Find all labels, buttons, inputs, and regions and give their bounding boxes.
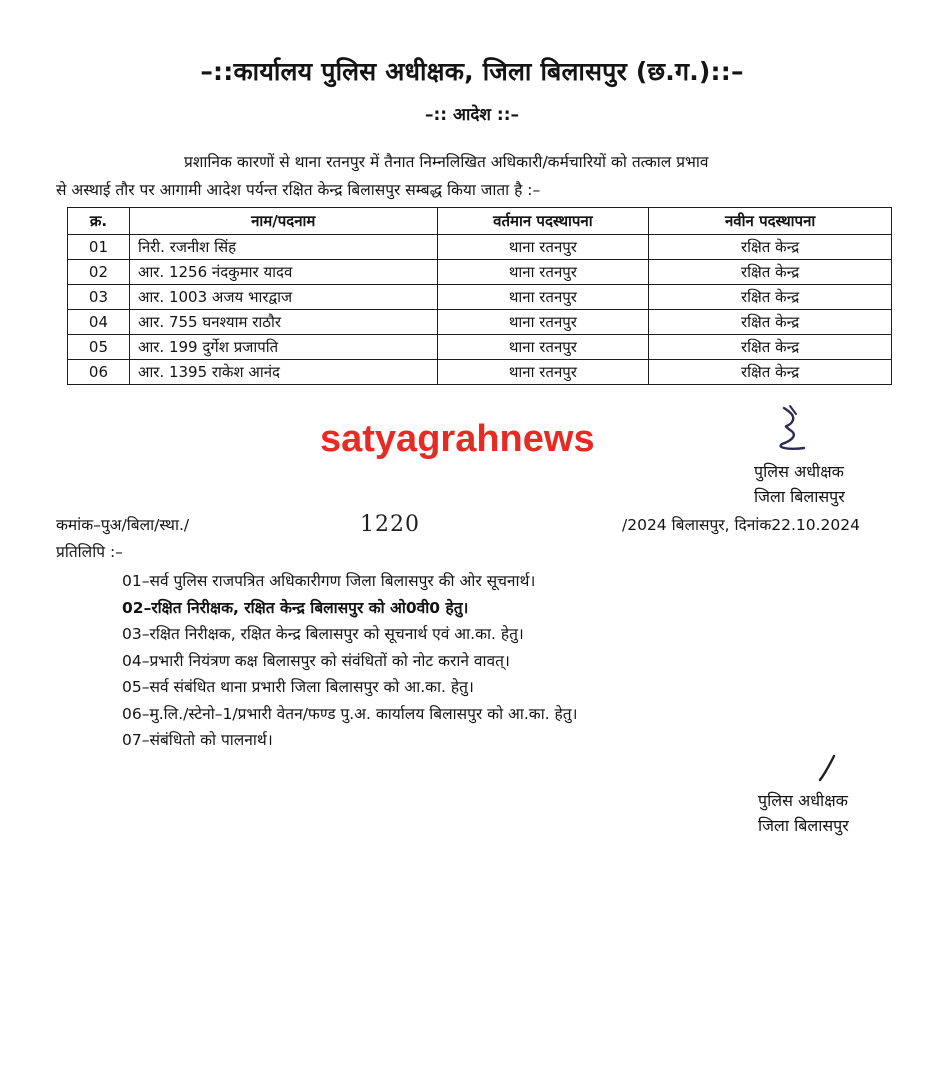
cell-new-posting: रक्षित केन्द्र [649, 335, 892, 360]
list-item: 03–रक्षित निरीक्षक, रक्षित केन्द्र बिलासपुर को सूचनार्थ एवं आ.का. हेतु। [122, 625, 524, 643]
copy-to-label: प्रतिलिपि :– [56, 543, 123, 561]
reference-number: 1220 [360, 512, 420, 537]
cell-current-posting: थाना रतनपुर [437, 310, 649, 335]
copy-list [122, 568, 578, 754]
table-row [68, 235, 892, 260]
signature-block-2 [758, 788, 849, 838]
signatory-designation: पुलिस अधीक्षक [758, 791, 848, 810]
cell-new-posting: रक्षित केन्द्र [649, 235, 892, 260]
cell-name: आर. 199 दुर्गेश प्रजापति [129, 335, 437, 360]
cell-name: आर. 1003 अजय भारद्वाज [129, 285, 437, 310]
watermark-text: satyagrahnews [320, 418, 595, 460]
intro-paragraph [56, 148, 906, 204]
list-item: 04–प्रभारी नियंत्रण कक्ष बिलासपुर को संवंधितों को नोट कराने वावत्। [122, 651, 510, 670]
order-heading: –:: आदेश ::– [425, 105, 519, 125]
list-item: 02–रक्षित निरीक्षक, रक्षित केन्द्र बिलासपुर को ओ0वी0 हेतु। [122, 598, 469, 617]
signature-scribble [770, 402, 830, 460]
list-item: 05–सर्व संबंधित थाना प्रभारी जिला बिलासपुर को आ.का. हेतु। [122, 678, 474, 696]
cell-name: आर. 1256 नंदकुमार यादव [129, 260, 437, 285]
cell-new-posting: रक्षित केन्द्र [649, 310, 892, 335]
cell-name: आर. 1395 राकेश आनंद [129, 360, 437, 385]
intro-line-1: प्रशानिक कारणों से थाना रतनपुर में तैनात निम्नलिखित अधिकारी/कर्मचारियों को तत्काल प्रभाव [184, 153, 709, 171]
table-row [68, 335, 892, 360]
table-row [68, 360, 892, 385]
cell-current-posting: थाना रतनपुर [437, 360, 649, 385]
cell-current-posting: थाना रतनपुर [437, 285, 649, 310]
cell-new-posting: रक्षित केन्द्र [649, 260, 892, 285]
table-row [68, 310, 892, 335]
cell-current-posting: थाना रतनपुर [437, 235, 649, 260]
list-item: 06–मु.लि./स्टेनो–1/प्रभारी वेतन/फण्ड पु.अ. कार्यालय बिलासपुर को आ.का. हेतु। [122, 704, 578, 723]
staff-table [67, 207, 892, 385]
reference-prefix: कमांक–पुअ/बिला/स्था./ [56, 516, 190, 534]
signatory-designation: पुलिस अधीक्षक [754, 462, 844, 481]
cell-current-posting: थाना रतनपुर [437, 335, 649, 360]
header-name: नाम/पदनाम [129, 208, 437, 235]
cell-current-posting: थाना रतनपुर [437, 260, 649, 285]
signatory-district: जिला बिलासपुर [754, 487, 845, 506]
cell-serial: 05 [68, 335, 130, 360]
cell-serial: 02 [68, 260, 130, 285]
cell-serial: 01 [68, 235, 130, 260]
order-date: /2024 बिलासपुर, दिनांक22.10.2024 [622, 516, 860, 534]
intro-line-2: से अस्थाई तौर पर आगामी आदेश पर्यन्त रक्षित केन्द्र बिलासपुर सम्बद्ध किया जाता है :– [56, 181, 541, 199]
header-serial: क्र. [68, 208, 130, 235]
cell-serial: 03 [68, 285, 130, 310]
signatory-district: जिला बिलासपुर [758, 816, 849, 835]
list-item: 01–सर्व पुलिस राजपत्रित अधिकारीगण जिला बिलासपुर की ओर सूचनार्थ। [122, 572, 536, 590]
cell-name: आर. 755 घनश्याम राठौर [129, 310, 437, 335]
cell-serial: 04 [68, 310, 130, 335]
header-current-posting: वर्तमान पदस्थापना [437, 208, 649, 235]
cell-new-posting: रक्षित केन्द्र [649, 285, 892, 310]
signature-scribble [812, 752, 842, 786]
table-row [68, 260, 892, 285]
signature-block-1 [754, 459, 845, 509]
office-title: –::कार्यालय पुलिस अधीक्षक, जिला बिलासपुर (छ.ग.)::– [200, 57, 744, 86]
header-new-posting: नवीन पदस्थापना [649, 208, 892, 235]
cell-serial: 06 [68, 360, 130, 385]
table-header-row [68, 208, 892, 235]
list-item: 07–संबंधितो को पालनार्थ। [122, 731, 273, 749]
table-row [68, 285, 892, 310]
cell-new-posting: रक्षित केन्द्र [649, 360, 892, 385]
cell-name: निरी. रजनीश सिंह [129, 235, 437, 260]
